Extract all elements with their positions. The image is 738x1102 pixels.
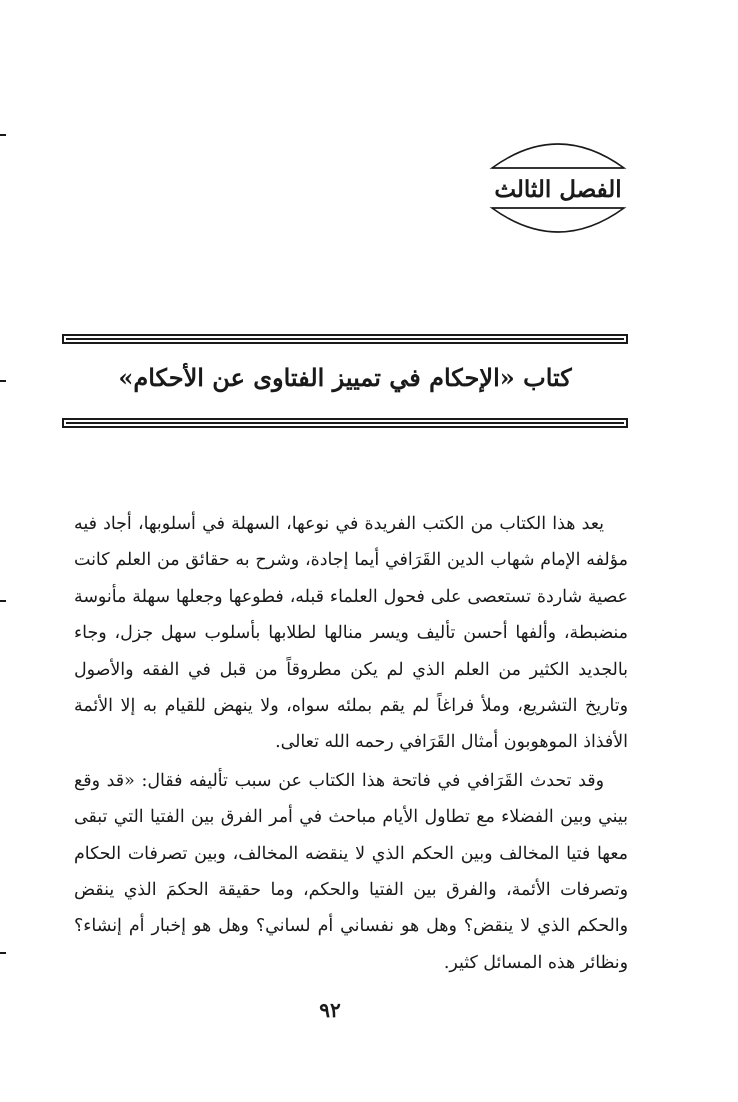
page-number: ٩٢ (319, 998, 341, 1022)
section-title: كتاب «الإحكام في تمييز الفتاوى عن الأحكام» (118, 363, 572, 392)
section-bottom-rule (62, 418, 628, 428)
chapter-title: الفصل الثالث (494, 176, 622, 203)
chapter-badge (488, 138, 628, 244)
scan-margin-mark (0, 952, 6, 954)
section-top-rule (62, 334, 628, 344)
scan-margin-mark (0, 134, 6, 136)
scan-margin-mark (0, 600, 6, 602)
paragraph: يعد هذا الكتاب من الكتب الفريدة في نوعها، السهلة في أسلوبها، أجاد فيه مؤلفه الإمام شهاب الدين القَرَافي أيما إجادة، وشرح به حقائق من العلم كانت عصية شاردة تستعصى على فحول العلماء قبله، فطوعها وجعلها سهلة مأنوسة منضبطة، وألفها أحسن تأليف ويسر منالها لطلابها بأسلوب سهل جزل، وجاء بالجديد الكثير من العلم الذي لم يكن مطروقاً من قبل في الفقه والأصول وتاريخ التشريع، وملأ فراغاً لم يقم بملئه سواه، ولا ينهض للقيام به إلا الأئمة الأفذاذ الموهوبون أمثال القَرَافي رحمه الله تعالى. (74, 514, 628, 753)
scan-margin-mark (0, 380, 6, 382)
paragraph: وقد تحدث القَرَافي في فاتحة هذا الكتاب عن سبب تأليفه فقال: «قد وقع بيني وبين الفضلاء مع تطاول الأيام مباحث في أمر الفرق بين الفتيا التي تبقى معها فتيا المخالف وبين الحكم الذي لا ينقضه المخالف، وبين تصرفات الحكام وتصرفات الأئمة، والفرق بين الفتيا والحكم، وما حقيقة الحكمَ الذي ينقض والحكم الذي لا ينقض؟ وهل هو نفساني أم لساني؟ وهل هو إخبار أم إنشاء؟ ونظائر هذه المسائل كثير. (74, 770, 628, 973)
body-text (74, 506, 628, 981)
